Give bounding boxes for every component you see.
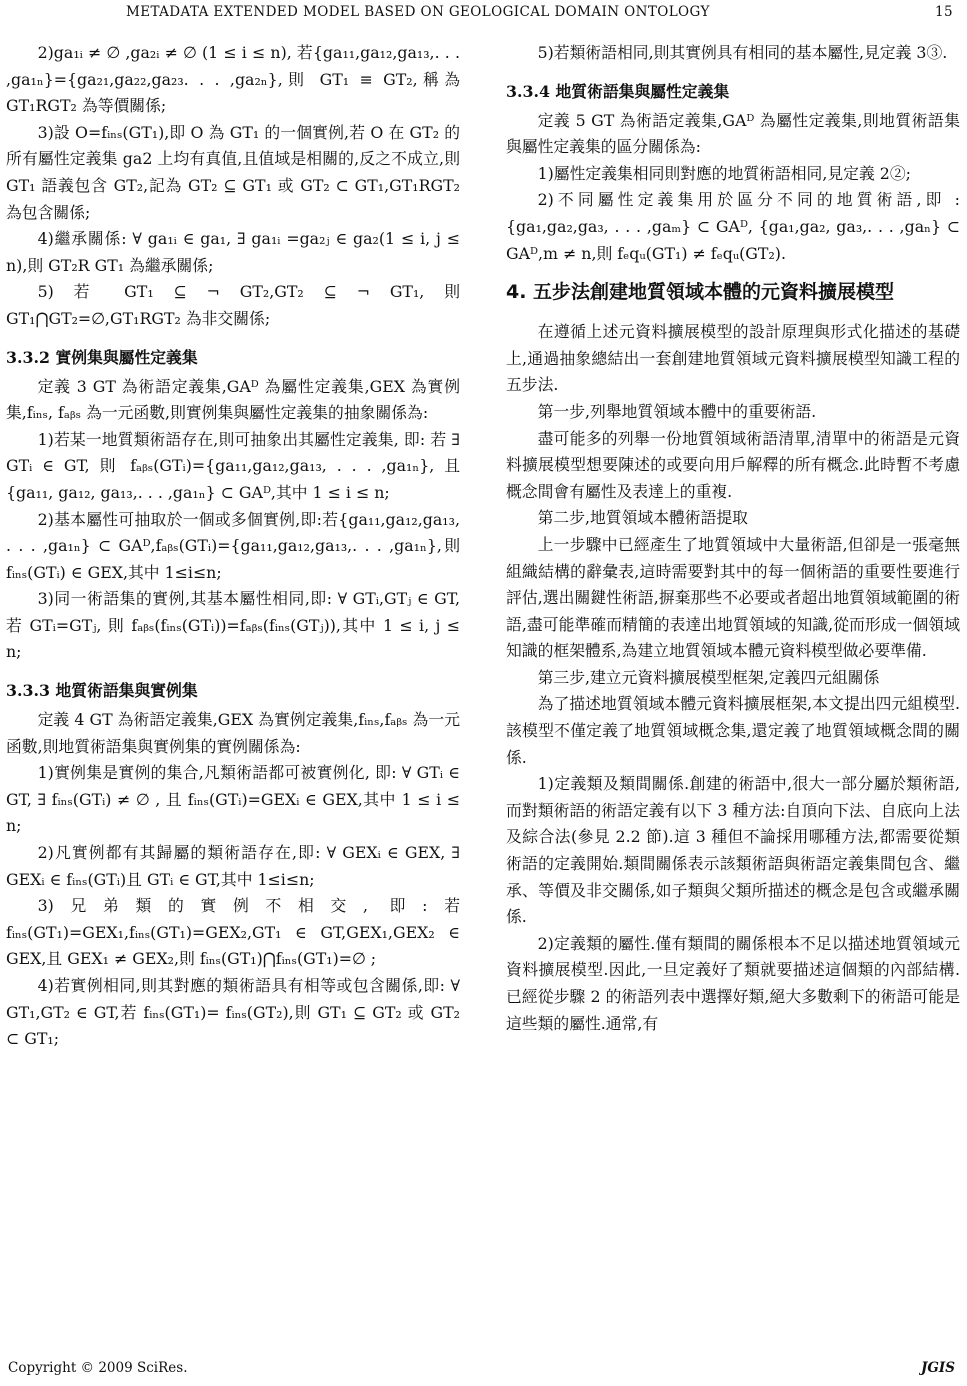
page-header [0,0,967,26]
paragraph: 3)設 O=fᵢₙₛ(GT₁),即 O 為 GT₁ 的一個實例,若 O 在 GT₂ 的所有屬性定義集 ga2 上均有真值,且值域是相關的,反之不成立,則 GT₁ 語義包含 GT₂,記為 GT₂ ⊆ GT₁ 或 GT₂ ⊂ GT₁,GT₁RGT₂ 為包含關係; [6,122,460,222]
paragraph: 3)兄弟類的實例不相交, 即:若 fᵢₙₛ(GT₁)=GEX₁,fᵢₙₛ(GT₁)=GEX₂,GT₁ ∈ GT,GEX₁,GEX₂ ∈ GEX,且 GEX₁ ≠ GEX₂,則 fᵢₙₛ(GT₁)⋂fᵢₙₛ(GT₁)=∅ ; [6,896,460,969]
running-title: METADATA EXTENDED MODEL BASED ON GEOLOGICAL DOMAIN ONTOLOGY [126,4,710,20]
left-column [6,40,460,1053]
page-number: 15 [935,4,953,20]
copyright-notice: Copyright © 2009 SciRes. [8,1360,188,1376]
paragraph: 2)凡實例都有其歸屬的類術語存在,即: ∀ GEXᵢ ∈ GEX, ∃ GEXᵢ ∈ fᵢₙₛ(GTᵢ)且 GTᵢ ∈ GT,其中 1≤i≤n; [6,843,460,889]
paragraph: 2)定義類的屬性.僅有類間的關係根本不足以描述地質領域元資料擴展模型.因此,一旦定義好了類就要描述這個類的內部結構.已經從步驟 2 的術語列表中選擇好類,絕大多數剩下的術語可能是這些類的屬性.通常,有 [506,933,960,1033]
paragraph: 2)基本屬性可抽取於一個或多個實例,即:若{ga₁₁,ga₁₂,ga₁₃, . . . ,ga₁ₙ} ⊂ GAᴰ,fₐᵦₛ(GTᵢ)={ga₁₁,ga₁₂,ga₁₃,. . . ,ga₁ₙ},則 fᵢₙₛ(GTᵢ) ∈ GEX,其中 1≤i≤n; [6,509,460,582]
journal-abbreviation: JGIS [921,1360,955,1376]
paragraph: 1)若某一地質類術語存在,則可抽象出其屬性定義集, 即: 若 ∃ GTᵢ ∈ GT, 則 fₐᵦₛ(GTᵢ)={ga₁₁,ga₁₂,ga₁₃, . . . ,ga₁ₙ}, 且 {ga₁₁, ga₁₂, ga₁₃,. . . ,ga₁ₙ} ⊂ GAᴰ,其中 1 ≤ i ≤ n; [6,429,460,502]
page-footer [0,1358,967,1382]
paragraph: 5)若類術語相同,則其實例具有相同的基本屬性,見定義 3③. [537,43,948,62]
paragraph: 第三步,建立元資料擴展模型框架,定義四元組關係 [537,667,880,687]
subsection-heading: 3.3.4 地質術語集與屬性定義集 [506,81,730,101]
paragraph: 5) 若 GT₁ ⊆ ¬ GT₂,GT₂ ⊆ ¬ GT₁, 則 GT₁⋂GT₂=∅,GT₁RGT₂ 為非交關係; [6,282,460,328]
paragraph: 定義 4 GT 為術語定義集,GEX 為實例定義集,fᵢₙₛ,fₐᵦₛ 為一元函數,則地質術語集與實例集的實例關係為: [6,710,460,756]
paragraph: 3)同一術語集的實例,其基本屬性相同,即: ∀ GTᵢ,GTⱼ ∈ GT, 若 GTᵢ=GTⱼ, 則 fₐᵦₛ(fᵢₙₛ(GTᵢ))=fₐᵦₛ(fᵢₙₛ(GTⱼ)),其中 1 ≤ i, j ≤ n; [6,589,460,662]
paragraph: 第一步,列舉地質領域本體中的重要術語. [537,401,817,421]
paragraph: 2)不同屬性定義集用於區分不同的地質術語,即 :{ga₁,ga₂,ga₃, . . . ,gaₘ} ⊂ GAᴰ, {ga₁,ga₂, ga₃,. . . ,gaₙ} ⊂ GAᴰ,m ≠ n,則 fₑqᵤ(GT₁) ≠ fₑqᵤ(GT₂). [506,190,960,263]
paragraph: 4)繼承關係: ∀ ga₁ᵢ ∈ ga₁, ∃ ga₁ᵢ =ga₂ⱼ ∈ ga₂(1 ≤ i, j ≤ n),則 GT₂R GT₁ 為繼承關係; [6,229,460,275]
paragraph: 1)實例集是實例的集合,凡類術語都可被實例化, 即: ∀ GTᵢ ∈ GT, ∃ fᵢₙₛ(GTᵢ) ≠ ∅ , 且 fᵢₙₛ(GTᵢ)=GEXᵢ ∈ GEX,其中 1 ≤ i ≤ n; [6,763,460,836]
right-column [506,40,960,1037]
paragraph: 定義 5 GT 為術語定義集,GAᴰ 為屬性定義集,則地質術語集與屬性定義集的區分關係為: [506,110,960,157]
paragraph: 1)屬性定義集相同則對應的地質術語相同,見定義 2②; [537,163,911,183]
paragraph: 2)ga₁ᵢ ≠ ∅ ,ga₂ᵢ ≠ ∅ (1 ≤ i ≤ n), 若{ga₁₁,ga₁₂,ga₁₃,. . . ,ga₁ₙ}={ga₂₁,ga₂₂,ga₂₃. . . ,ga₂ₙ},則 GT₁ ≡ GT₂,稱為 GT₁RGT₂ 為等價關係; [6,43,460,116]
paragraph: 為了描述地質領域本體元資料擴展框架,本文提出四元組模型.該模型不僅定義了地質領域概念集,還定義了地質領域概念間的關係. [506,694,960,767]
paragraph: 在遵循上述元資料擴展模型的設計原理與形式化描述的基礎上,通過抽象總結出一套創建地質領域元資料擴展模型知識工程的五步法. [506,322,960,395]
paragraph: 上一步驟中已經產生了地質領域中大量術語,但卻是一張毫無組織結構的辭彙表,這時需要對其中的每一個術語的重要性要進行評估,選出關鍵性術語,摒棄那些不必要或者超出地質領域範圍的術語,盡可能準確而精簡的表達出地質領域的知識,從而形成一個領域知識的框架體系,為建立地質領域本體元資料模型做必要準備. [506,534,960,661]
paragraph: 4)若實例相同,則其對應的類術語具有相等或包含關係,即: ∀ GT₁,GT₂ ∈ GT,若 fᵢₙₛ(GT₁)= fᵢₙₛ(GT₂),則 GT₁ ⊆ GT₂ 或 GT₂ ⊂ GT₁; [6,976,460,1049]
paragraph: 定義 3 GT 為術語定義集,GAᴰ 為屬性定義集,GEX 為實例集,fᵢₙₛ, fₐᵦₛ 為一元函數,則實例集與屬性定義集的抽象關係為: [6,376,460,423]
section-heading: 4. 五步法創建地質領域本體的元資料擴展模型 [506,281,895,304]
subsection-heading: 3.3.2 實例集與屬性定義集 [6,347,198,367]
subsection-heading: 3.3.3 地質術語集與實例集 [6,681,198,701]
paragraph: 第二步,地質領域本體術語提取 [537,508,748,528]
paragraph: 1)定義類及類間關係.創建的術語中,很大一部分屬於類術語,而對類術語的術語定義有以下 3 種方法:自頂向下法、自底向上法及綜合法(參見 2.2 節).這 3 種但不論採用哪種方法,都需要從類術語的定義開始.類間關係表示該類術語與術語定義集間包含、繼承、等價及非交關係,如子類與父類所描述的概念是包含或繼承關係. [506,774,960,927]
paragraph: 盡可能多的列舉一份地質領域術語清單,清單中的術語是元資料擴展模型想要陳述的或要向用戶解釋的所有概念.此時暫不考慮概念間會有屬性及表達上的重複. [506,428,960,501]
